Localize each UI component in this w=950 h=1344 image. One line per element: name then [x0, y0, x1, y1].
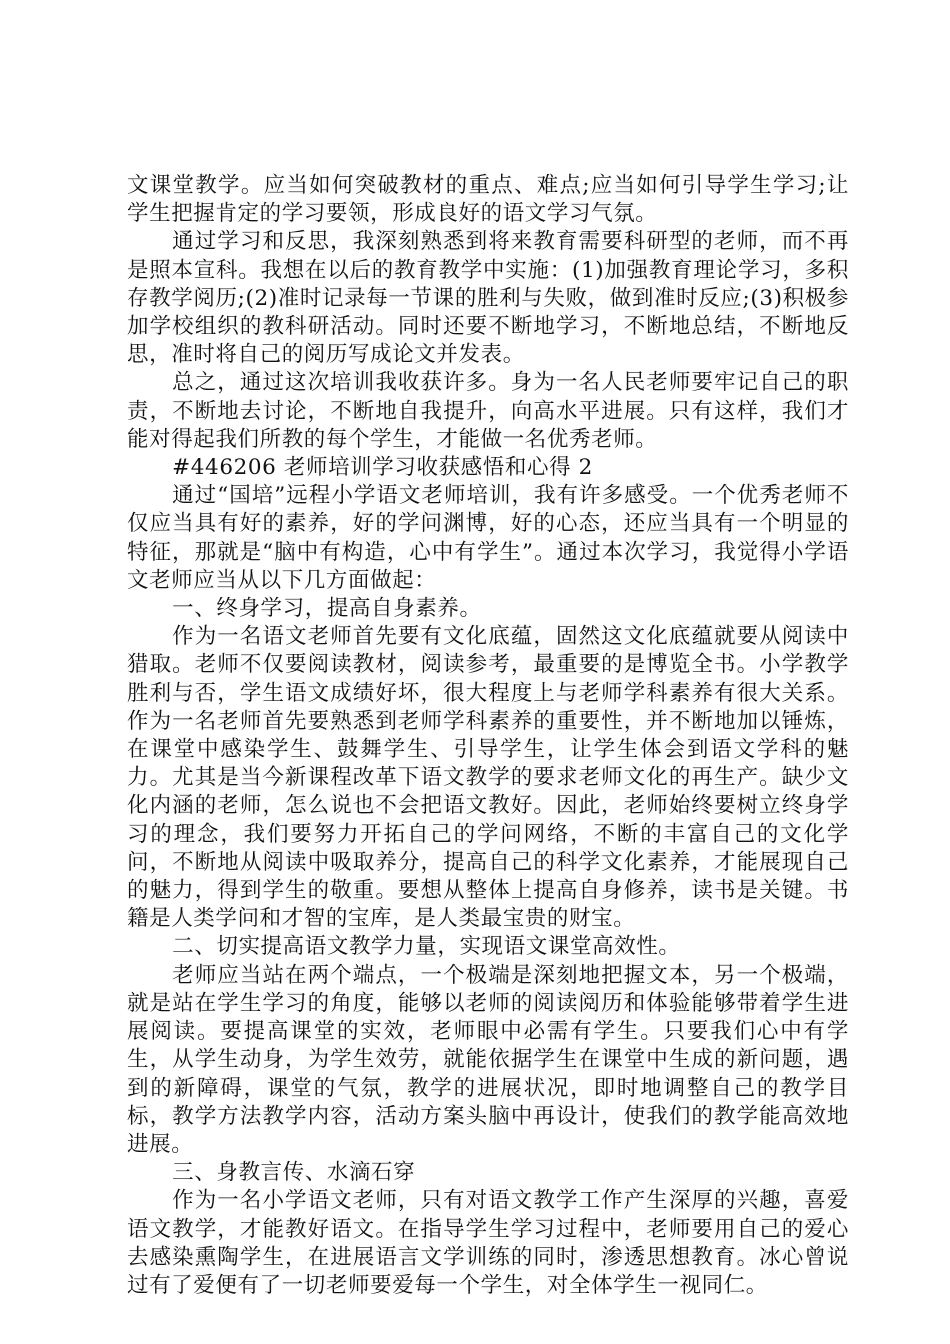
paragraph-summary: 总之，通过这次培训我收获许多。身为一名人民老师要牢记自己的职责，不断地去讨论，不断地自我提升，向高水平进展。只有这样，我们才能对得起我们所教的每个学生，才能做一名优秀老师。 — [127, 370, 849, 452]
paragraph-section-3: 作为一名小学语文老师，只有对语文教学工作产生深厚的兴趣，喜爱语文教学，才能教好语文。在指导学生学习过程中，老师要用自己的爱心去感染熏陶学生，在进展语言文学训练的同时，渗透思想教育。冰心曾说过有了爱便有了一切老师要爱每一个学生，对全体学生一视同仁。 — [127, 1188, 849, 1298]
paragraph-intro: 通过“国培”远程小学语文老师培训，我有许多感受。一个优秀老师不仅应当具有好的素养，好的学问渊博，好的心态，还应当具有一个明显的特征，那就是“脑中有构造，心中有学生”。通过本次学习，我觉得小学语文老师应当从以下几方面做起： — [127, 483, 849, 593]
paragraph-continuation: 文课堂教学。应当如何突破教材的重点、难点;应当如何引导学生学习;让学生把握肯定的学习要领，形成良好的语文学习气氛。 — [127, 173, 849, 227]
document-page — [127, 172, 849, 1300]
paragraph-section-1: 作为一名语文老师首先要有文化底蕴，固然这文化底蕴就要从阅读中猎取。老师不仅要阅读教材，阅读参考，最重要的是博览全书。小学教学胜利与否，学生语文成绩好坏，很大程度上与老师学科素养有很大关系。作为一名老师首先要熟悉到老师学科素养的重要性，并不断地加以锤炼，在课堂中感染学生、鼓舞学生、引导学生，让学生体会到语文学科的魅力。尤其是当今新课程改革下语文教学的要求老师文化的再生产。缺少文化内涵的老师，怎么说也不会把语文教好。因此，老师始终要树立终身学习的理念，我们要努力开拓自己的学问网络，不断的丰富自己的文化学问，不断地从阅读中吸取养分，提高自己的科学文化素养，才能展现自己的魅力，得到学生的敬重。要想从整体上提高自身修养，读书是关键。书籍是人类学问和才智的宝库，是人类最宝贵的财宝。 — [127, 624, 849, 932]
section-heading-1: 一、终身学习，提高自身素养。 — [172, 596, 482, 622]
section-heading-3: 三、身教言传、水滴石穿 — [172, 1160, 416, 1186]
paragraph-section-2: 老师应当站在两个端点，一个极端是深刻地把握文本，另一个极端，就是站在学生学习的角度，能够以老师的阅读阅历和体验能够带着学生进展阅读。要提高课堂的实效，老师眼中必需有学生。只要我们心中有学生，从学生动身，为学生效劳，就能依据学生在课堂中生成的新问题，遇到的新障碍，课堂的气氛，教学的进展状况，即时地调整自己的教学目标，教学方法教学内容，活动方案头脑中再设计，使我们的教学能高效地进展。 — [127, 962, 849, 1157]
article-heading: #446206 老师培训学习收获感悟和心得 2 — [172, 455, 593, 481]
section-heading-2: 二、切实提高语文教学力量，实现语文课堂高效性。 — [172, 934, 681, 960]
paragraph-reflection: 通过学习和反思，我深刻熟悉到将来教育需要科研型的老师，而不再是照本宣科。我想在以后的教育教学中实施：(1)加强教育理论学习，多积存教学阅历;(2)准时记录每一节课的胜利与失败，做到准时反应;(3)积极参加学校组织的教科研活动。同时还要不断地学习，不断地总结，不断地反思，准时将自己的阅历写成论文并发表。 — [127, 229, 849, 368]
